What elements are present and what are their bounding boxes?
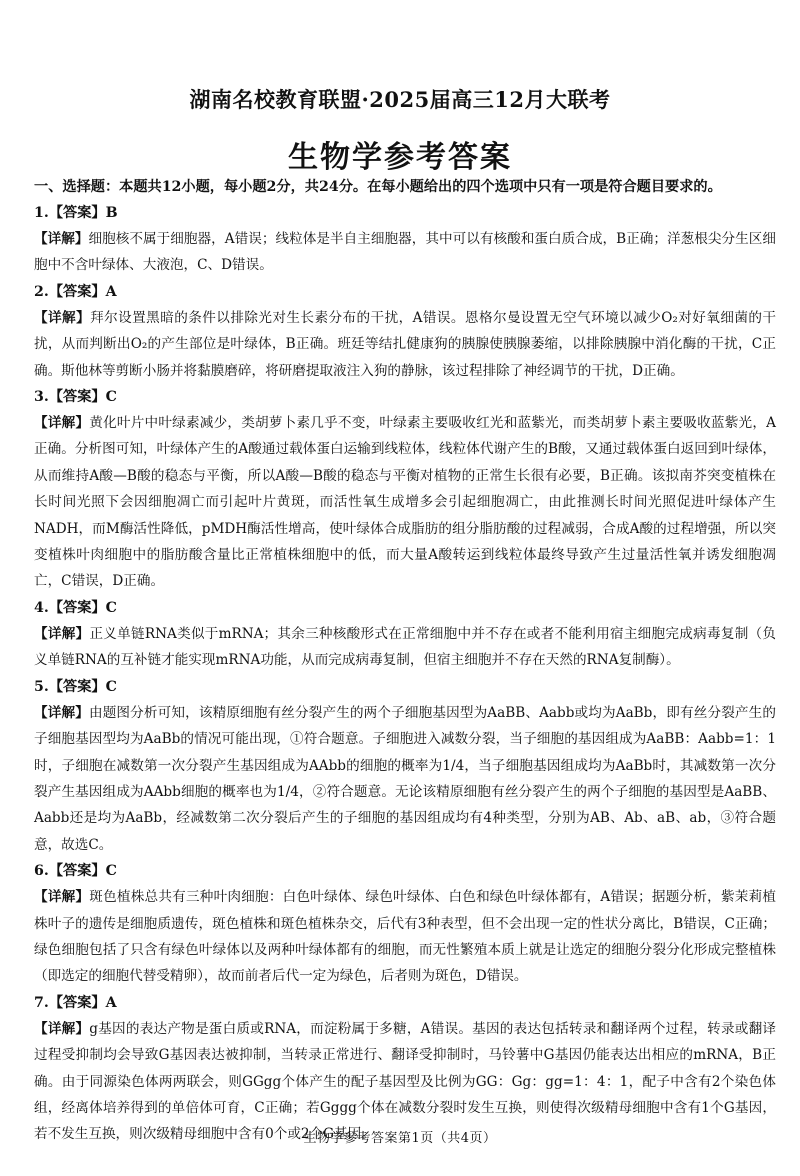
detail-label: 【详解】 bbox=[34, 1020, 90, 1037]
question-number: 1. bbox=[34, 205, 49, 221]
detail-label: 【详解】 bbox=[34, 231, 89, 247]
question-block-6 bbox=[34, 858, 776, 990]
detail-paragraph bbox=[34, 884, 776, 990]
answer-choice: A bbox=[105, 994, 117, 1011]
answer-label: 【答案】 bbox=[48, 863, 106, 880]
page-footer: 生物学参考答案第1页（共4页） bbox=[303, 1131, 497, 1146]
answer-line bbox=[34, 990, 776, 1016]
section-heading: 一、选择题：本题共12小题，每小题2分，共24分。在每小题给出的四个选项中只有一项是符合题目要求的。 bbox=[34, 179, 722, 195]
answer-choice: C bbox=[105, 599, 117, 616]
answer-choice: B bbox=[105, 205, 118, 221]
answer-choice: A bbox=[105, 283, 117, 300]
detail-text: 由题图分析可知，该精原细胞有丝分裂产生的两个子细胞基因型为AaBB、Aabb或均为AaBb，即有丝分裂产生的子细胞基因型均为AaBb的情况可能出现，①符合题意。子细胞进入减数分裂，当子细胞的基因组成为AaBB：Aabb=1：1时，子细胞在减数第一次分裂产生基因组成为AAbb的细胞的概率为1/4，当子细胞基因组成均为AaBb时，其减数第一次分裂产生基因组成为AAbb细胞的概率也为1/4，②符合题意。无论该精原细胞有丝分裂产生的两个子细胞的基因型是AaBB、Aabb还是均为AaBb，经减数第二次分裂后产生的子细胞的基因组成均有4种类型，分别为AB、Ab、aB、ab，③符合题意，故选C。 bbox=[34, 704, 776, 853]
question-block-7 bbox=[34, 990, 776, 1148]
answer-line bbox=[34, 674, 776, 700]
detail-paragraph bbox=[34, 700, 776, 858]
question-block-2 bbox=[34, 279, 776, 384]
answer-content bbox=[34, 174, 776, 1148]
answer-line bbox=[34, 279, 776, 305]
question-block-1 bbox=[34, 200, 776, 279]
detail-label: 【详解】 bbox=[34, 704, 89, 721]
exam-title: 湖南名校教育联盟·2025届高三12月大联考 bbox=[189, 87, 611, 112]
document-title: 生物学参考答案 bbox=[288, 140, 512, 175]
detail-text: 黄化叶片中叶绿素减少，类胡萝卜素几乎不变，叶绿素主要吸收红光和蓝紫光，而类胡萝卜素主要吸收蓝紫光，A正确。分析图可知，叶绿体产生的A酸通过载体蛋白运输到线粒体，线粒体代谢产生的B酸，又通过载体蛋白返回到叶绿体，从而维持A酸—B酸的稳态与平衡，所以A酸—B酸的稳态与平衡对植物的正常生长很有必要，B正确。该拟南芥突变植株在长时间光照下会因细胞凋亡而引起叶片黄斑，而活性氧生成增多会引起细胞凋亡，由此推测长时间光照促进叶绿体产生NADH，而M酶活性降低，pMDH酶活性增高，使叶绿体合成脂肪的组分脂肪酸的过程减弱，合成A酸的过程增强，所以突变植株叶肉细胞中的脂肪酸含量比正常植株细胞中的低，而大量A酸转运到线粒体最终导致产生过量活性氧并诱发细胞凋亡，C错误，D正确。 bbox=[34, 415, 776, 590]
detail-paragraph bbox=[34, 621, 776, 674]
detail-label: 【详解】 bbox=[34, 415, 90, 432]
detail-text: g基因的表达产物是蛋白质或RNA，而淀粉属于多糖，A错误。基因的表达包括转录和翻译两个过程，转录或翻译过程受抑制均会导致G基因表达被抑制，当转录正常进行、翻译受抑制时，马铃薯中G基因仍能表达出相应的mRNA，B正确。由于同源染色体两两联会，则GGgg个体产生的配子基因型及比例为GG：Gg：gg=1：4：1，配子中含有2个染色体组，经离体培养得到的单倍体可育，C正确；若Gggg个体在减数分裂时发生互换，则使得次级精母细胞中含有1个G基因，若不发生互换，则次级精母细胞中含有0个或2个G基因。 bbox=[34, 1020, 777, 1143]
question-number: 3. bbox=[34, 389, 49, 406]
question-block-4 bbox=[34, 595, 776, 674]
detail-paragraph bbox=[34, 226, 776, 279]
detail-label: 【详解】 bbox=[34, 309, 91, 326]
detail-text: 拜尔设置黑暗的条件以排除光对生长素分布的干扰，A错误。恩格尔曼设置无空气环境以减少O₂对好氧细菌的干扰，从而判断出O₂的产生部位是叶绿体，B正确。班廷等结扎健康狗的胰腺使胰腺萎缩，以排除胰腺中消化酶的干扰，C正确。斯他林等剪断小肠并将黏膜磨碎，将研磨提取液注入狗的静脉，该过程排除了神经调节的干扰，D正确。 bbox=[34, 309, 776, 379]
question-number: 7. bbox=[34, 994, 49, 1011]
detail-text: 正义单链RNA类似于mRNA；其余三种核酸形式在正常细胞中并不存在或者不能利用宿主细胞完成病毒复制（负义单链RNA的互补链才能实现mRNA功能，从而完成病毒复制，但宿主细胞并不存在天然的RNA复制酶）。 bbox=[34, 625, 777, 669]
question-block-5 bbox=[34, 674, 776, 858]
answer-choice: C bbox=[105, 678, 117, 695]
answer-line bbox=[34, 200, 776, 226]
detail-text: 斑色植株总共有三种叶肉细胞：白色叶绿体、绿色叶绿体、白色和绿色叶绿体都有，A错误；据题分析，紫茉莉植株叶子的遗传是细胞质遗传，斑色植株和斑色植株杂交，后代有3种表型，但不会出现一定的性状分离比，B错误，C正确；绿色细胞包括了只含有绿色叶绿体以及两种叶绿体都有的细胞，而无性繁殖本质上就是让选定的细胞分裂分化形成完整植株（即选定的细胞代替受精卵），故而前者后代一定为绿色，后者则为斑色，D错误。 bbox=[34, 889, 776, 985]
detail-paragraph bbox=[34, 305, 776, 384]
detail-label: 【详解】 bbox=[34, 889, 90, 906]
answer-line bbox=[34, 595, 776, 621]
detail-text: 细胞核不属于细胞器，A错误；线粒体是半自主细胞器，其中可以有核酸和蛋白质合成，B正确；洋葱根尖分生区细胞中不含叶绿体、大液泡，C、D错误。 bbox=[34, 231, 777, 274]
question-block-3 bbox=[34, 384, 776, 595]
question-number: 4. bbox=[34, 599, 49, 616]
answer-label: 【答案】 bbox=[48, 283, 106, 300]
answer-choice: C bbox=[105, 863, 117, 880]
question-number: 2. bbox=[34, 283, 49, 300]
answer-label: 【答案】 bbox=[48, 205, 106, 221]
answer-line bbox=[34, 858, 776, 884]
answer-label: 【答案】 bbox=[48, 678, 106, 695]
question-number: 6. bbox=[34, 863, 49, 880]
answer-choice: C bbox=[105, 389, 117, 406]
answer-label: 【答案】 bbox=[48, 599, 106, 616]
answer-label: 【答案】 bbox=[48, 389, 106, 406]
answer-line bbox=[34, 384, 776, 410]
detail-paragraph bbox=[34, 410, 776, 595]
answer-label: 【答案】 bbox=[48, 994, 106, 1011]
detail-label: 【详解】 bbox=[34, 625, 90, 642]
question-number: 5. bbox=[34, 678, 49, 695]
